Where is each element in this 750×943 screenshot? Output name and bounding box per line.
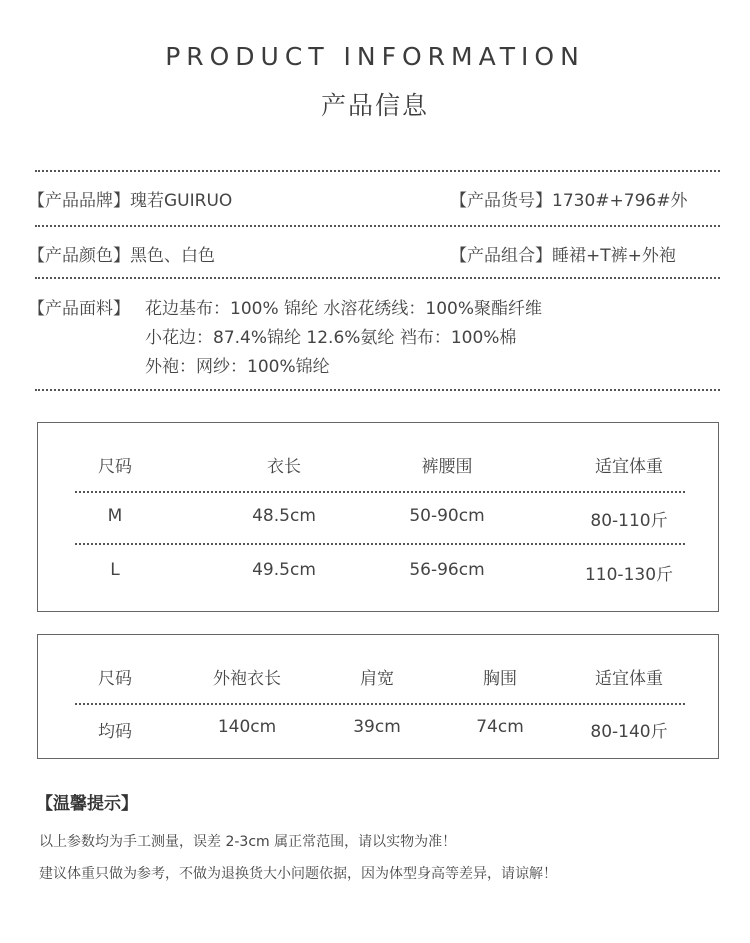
- table-header-cell: 衣长: [267, 457, 301, 477]
- table-cell: 110-130斤: [584, 565, 674, 585]
- fabric-line: 花边基布：100% 锦纶 水溶花绣线：100%聚酯纤维: [145, 299, 543, 319]
- tips-line: 以上参数均为手工测量，误差 2-3cm 属正常范围，请以实物为准！: [39, 834, 457, 850]
- fabric-label: 【产品面料】: [28, 299, 130, 319]
- table-cell: 56-96cm: [409, 560, 485, 580]
- brand-text: 【产品品牌】瑰若GUIRUO: [28, 191, 233, 211]
- table-header-cell: 裤腰围: [421, 457, 473, 477]
- table-divider: [75, 491, 685, 493]
- title-chinese: 产品信息: [320, 91, 429, 120]
- table-cell: 48.5cm: [252, 506, 316, 526]
- size-table-main: [37, 422, 719, 612]
- table-cell: 50-90cm: [409, 506, 485, 526]
- table-header-cell: 胸围: [483, 669, 517, 689]
- table-cell: M: [107, 506, 123, 526]
- size-table-robe: [37, 634, 719, 759]
- tips-line: 建议体重只做为参考，不做为退换货大小问题依据，因为体型身高等差异，请谅解！: [39, 866, 557, 882]
- table-header-cell: 肩宽: [360, 669, 394, 689]
- table-cell: L: [110, 560, 120, 580]
- table-cell: 140cm: [217, 717, 277, 737]
- table-cell: 80-110斤: [590, 511, 668, 531]
- fabric-line: 小花边：87.4%锦纶 12.6%氨纶 裆布：100%棉: [145, 328, 517, 348]
- table-header-cell: 适宜体重: [595, 457, 663, 477]
- table-header-cell: 外袍衣长: [213, 669, 281, 689]
- fabric-line: 外袍：网纱：100%锦纶: [145, 357, 330, 377]
- table-cell: 均码: [98, 722, 132, 742]
- combo-text: 【产品组合】睡裙+T裤+外袍: [450, 246, 676, 266]
- dotted-divider: [35, 170, 720, 172]
- table-cell: 39cm: [353, 717, 401, 737]
- color-text: 【产品颜色】黑色、白色: [28, 246, 215, 266]
- table-divider: [75, 703, 685, 705]
- table-header-cell: 适宜体重: [595, 669, 663, 689]
- dotted-divider: [35, 389, 720, 391]
- title-english: PRODUCT INFORMATION: [165, 42, 585, 71]
- table-divider: [75, 543, 685, 545]
- table-cell: 49.5cm: [252, 560, 316, 580]
- table-cell: 80-140斤: [590, 722, 668, 742]
- table-header-cell: 尺码: [98, 669, 132, 689]
- table-header-cell: 尺码: [98, 457, 132, 477]
- tips-title: 【温馨提示】: [36, 794, 138, 814]
- dotted-divider: [35, 277, 720, 279]
- dotted-divider: [35, 225, 720, 227]
- item-number-text: 【产品货号】1730#+796#外: [450, 191, 688, 211]
- table-cell: 74cm: [476, 717, 524, 737]
